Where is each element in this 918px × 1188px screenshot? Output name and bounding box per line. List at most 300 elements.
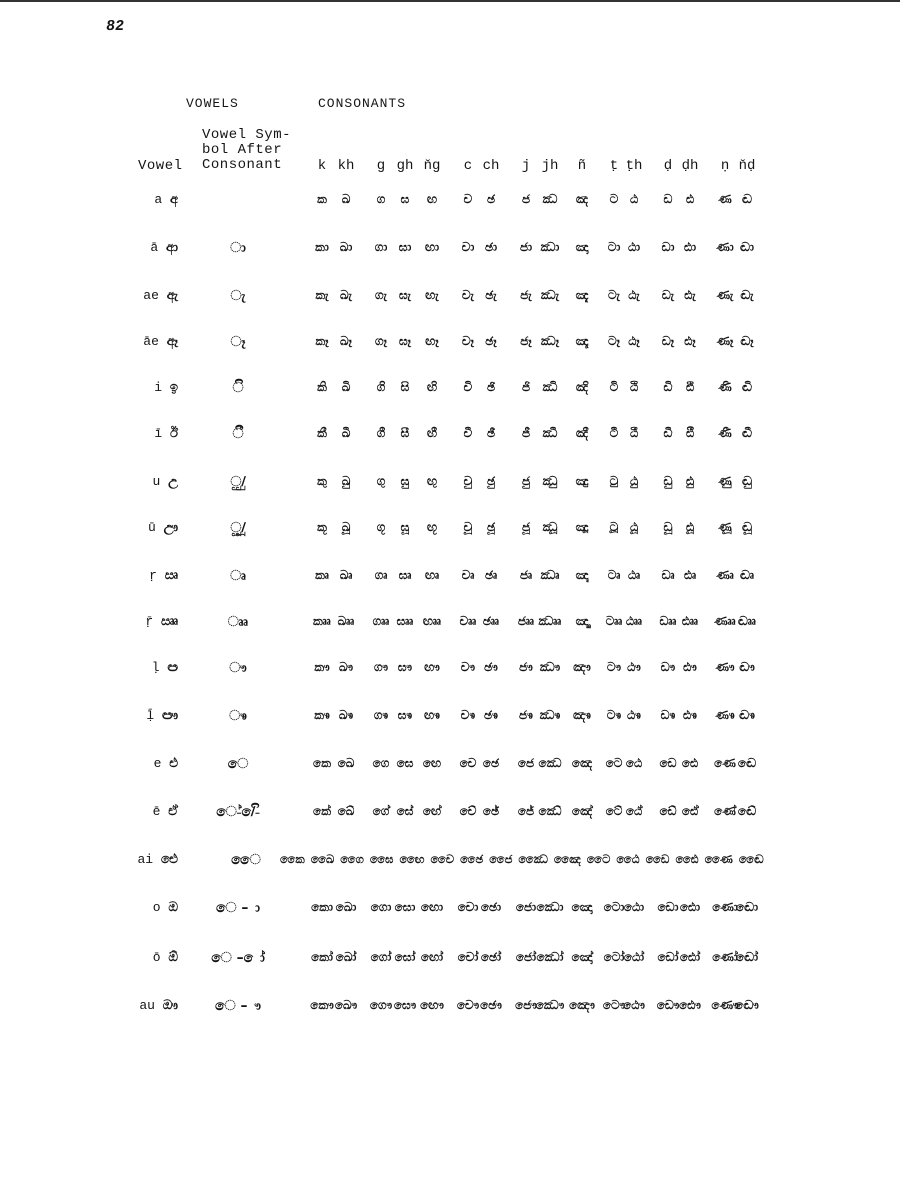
syllable-cell: ඤු [575,474,589,488]
syllable-cell: ටෛ [586,852,611,866]
syllable-cell: ඟැ [425,288,439,302]
syllable-cell: ඩෑ [661,334,675,348]
syllable-cell: ඨෲ [625,614,643,628]
vowel-glyph: ඍ [164,568,178,583]
syllable-cell: ටෙ [605,756,623,770]
table-row [0,660,918,686]
syllable-cell: ඛූ [341,520,351,534]
syllable-cell: ඣූ [542,520,558,534]
syllable-cell: ඣු [542,474,558,488]
syllable-cell: ඣො [536,900,564,914]
syllable-cell: කෳ [314,708,330,722]
vowel-latin: o [152,900,161,915]
syllable-cell: ටි [609,380,619,394]
syllable-cell: ඨි [629,380,639,394]
syllable-cell: ඬෘ [740,568,754,582]
syllable-cell: ඝූ [400,520,410,534]
syllable-cell: ණෞ [711,998,739,1012]
consonant-header-7: j [521,158,531,174]
syllable-cell: ගැ [375,288,387,302]
consonant-header-12: ḍ [663,158,673,174]
syllable-cell: ගී [376,426,386,440]
syllable-cell: චි [463,380,473,394]
syllable-cell: ඝ [400,192,410,206]
consonant-header-11: ṭh [625,158,643,174]
syllable-cell: ණෟ [715,660,735,674]
syllable-cell: චෳ [460,708,476,722]
page-number: 82 [104,18,126,35]
syllable-cell: ජෘ [519,568,533,582]
syllable-cell: ඨා [627,240,641,254]
consonant-header-10: ṭ [609,158,619,174]
syllable-cell: ඣි [542,380,558,394]
syllable-cell: ඡෙ [482,756,500,770]
syllable-cell: ඣේ [538,804,562,818]
syllable-cell: චේ [459,804,477,818]
syllable-cell: ඟො [420,900,444,914]
syllable-cell: ජො [515,900,537,914]
syllable-cell: ඨ [629,192,639,206]
syllable-cell: ඝො [394,900,416,914]
syllable-cell: ඬී [742,426,752,440]
syllable-cell: ජෲ [517,614,535,628]
vowel-latin: ḷ [151,660,160,675]
syllable-cell: ඬ [742,192,752,206]
syllable-cell: ඟ [426,192,438,206]
syllable-cell: ගා [374,240,388,254]
syllable-cell: ඨෳ [627,708,641,722]
syllable-cell: චෲ [459,614,477,628]
syllable-cell: ඣෲ [538,614,562,628]
syllable-cell: ටී [609,426,619,440]
syllable-cell: ග [376,192,386,206]
syllable-cell: ඟි [426,380,438,394]
syllable-cell: ඝැ [399,288,411,302]
vowel-latin: ī [154,426,163,441]
syllable-cell: ඤෳ [573,708,591,722]
syllable-cell: ණි [718,380,732,394]
syllable-cell: ඤේ [571,804,593,818]
table-row [0,950,918,976]
syllable-cell: ඪි [685,380,695,394]
table-row [0,900,918,926]
syllable-cell: ණෲ [714,614,736,628]
vowel-cell [150,240,178,255]
vowel-glyph: ඒ [168,804,178,819]
syllable-cell: ට [609,192,619,206]
vowel-cell [148,520,178,535]
syllable-cell: ඡෑ [485,334,497,348]
syllable-cell: ඡා [484,240,498,254]
syllable-cell: ණෛ [704,852,733,866]
syllable-cell: ඩු [663,474,673,488]
syllable-cell: ඬෝ [735,950,759,964]
syllable-cell: ඩො [657,900,679,914]
syllable-cell: ඪෟ [683,660,697,674]
vowel-cell [154,192,178,207]
syllable-cell: ඟෝ [420,950,444,964]
syllable-cell: ගෘ [374,568,388,582]
syllable-cell: ඛෲ [337,614,355,628]
syllable-cell: ඟෟ [424,660,440,674]
syllable-cell: ඨැ [628,288,640,302]
vowel-glyph: ඏ [167,660,178,675]
syllable-cell: ඪූ [685,520,695,534]
vowel-symbol: ෲ [227,614,249,630]
syllable-cell: ටා [607,240,621,254]
syllable-cell: ඩෞ [656,998,680,1012]
syllable-cell: ඤ [575,192,589,206]
syllable-cell: ටේ [605,804,623,818]
syllable-cell: ටෲ [605,614,623,628]
syllable-cell: ගු [376,474,386,488]
syllable-cell: ගෲ [372,614,390,628]
syllable-cell: ඩා [661,240,675,254]
syllable-cell: ඩෳ [660,708,676,722]
syllable-cell: කි [317,380,327,394]
vowel-glyph: ඈ [166,334,178,349]
syllable-cell: ච [463,192,473,206]
syllable-cell: ඟෛ [399,852,425,866]
syllable-cell: චෑ [462,334,474,348]
vowel-symbol: ෘ [230,568,246,584]
syllable-cell: ඟූ [426,520,438,534]
syllable-cell: ඟෳ [424,708,440,722]
syllable-cell: ඤෑ [575,334,589,348]
syllable-cell: ඝෳ [397,708,413,722]
syllable-cell: ඡෳ [484,708,498,722]
syllable-cell: ඬෑ [740,334,754,348]
syllable-cell: ඡෲ [482,614,500,628]
table-row [0,614,918,640]
vowel-column-heading: Vowel [138,158,183,174]
table-row [0,288,918,314]
vowel-cell [137,852,178,867]
syllable-cell: ඣෛ [518,852,548,866]
vowel-symbol: ෙ – ෟ [215,998,261,1014]
syllable-cell: ඪෲ [681,614,699,628]
vowel-glyph: උ [168,474,178,489]
syllable-cell: කෙ [313,756,331,770]
syllable-cell: ගෳ [373,708,389,722]
syllable-cell: ඪො [679,900,701,914]
syllable-cell: ඬූ [742,520,752,534]
syllable-cell: ගෞ [369,998,393,1012]
table-row [0,474,918,500]
syllable-cell: ඛී [341,426,351,440]
syllable-cell: ණෑ [716,334,734,348]
syllable-cell: චී [463,426,473,440]
page-top-rule [0,0,900,2]
vowel-glyph: අ [169,192,178,207]
syllable-cell: ගෟ [373,660,389,674]
syllable-cell: ණෝ [712,950,738,964]
vowel-symbol: ි [232,380,244,396]
syllable-cell: ඛෟ [338,660,354,674]
syllable-cell: ඤෝ [571,950,593,964]
syllable-cell: ටූ [609,520,619,534]
syllable-cell: ජෛ [489,852,513,866]
syllable-cell: ගේ [372,804,390,818]
vowel-cell [154,380,178,395]
vowel-cell [146,708,178,723]
syllable-cell: ඨෟ [627,660,641,674]
vowel-symbol: ෳ [229,708,247,724]
syllable-cell: ගූ [376,520,386,534]
syllable-cell: ඤී [575,426,589,440]
vowel-latin: a [154,192,163,207]
syllable-cell: ඬු [742,474,752,488]
syllable-cell: ඣෟ [539,660,561,674]
syllable-cell: ඡෞ [480,998,502,1012]
syllable-cell: කා [315,240,329,254]
syllable-cell: ඬෲ [737,614,757,628]
syllable-cell: ජෳ [519,708,533,722]
syllable-cell: ණූ [718,520,732,534]
syllable-cell: ගෛ [340,852,364,866]
consonant-header-15: n̆ḍ [738,158,756,174]
vowel-symbol: ෙ – ෝ [211,950,265,966]
syllable-cell: ඨෛ [616,852,640,866]
syllable-cell: ණෳ [715,708,735,722]
table-row [0,998,918,1024]
syllable-cell: ඬෟ [739,660,755,674]
vowel-symbol: ූ/ූ [230,520,246,536]
syllable-cell: ණා [716,240,734,254]
syllable-cell: ටැ [608,288,620,302]
syllable-cell: ගෑ [375,334,387,348]
syllable-cell: චෛ [430,852,455,866]
syllable-cell: ඛෑ [340,334,352,348]
vowel-glyph: ඔ [168,900,178,915]
syllable-cell: ජා [519,240,533,254]
syllable-cell: කෲ [313,614,331,628]
syllable-cell: ඩෲ [659,614,677,628]
vowel-cell [154,426,178,441]
syllable-cell: කී [317,426,327,440]
consonant-header-13: ḍh [681,158,699,174]
syllable-cell: ඝෛ [369,852,394,866]
vowel-cell [143,334,178,349]
consonants-heading: CONSONANTS [318,96,407,111]
vowel-symbol: ී [232,426,244,442]
syllable-cell: ටෟ [606,660,622,674]
syllable-cell: ජෝ [515,950,537,964]
syllable-cell: ඛේ [337,804,355,818]
syllable-cell: චො [457,900,479,914]
syllable-cell: ඝා [398,240,412,254]
vowel-symbol: ෛ [231,852,261,868]
vowel-glyph: ඕ [168,950,178,965]
table-row [0,380,918,406]
syllable-cell: ඨී [629,426,639,440]
consonant-header-0: k [317,158,327,174]
syllable-cell: ඡේ [482,804,500,818]
vowel-cell [145,614,178,629]
consonant-header-1: kh [337,158,355,174]
syllable-cell: ඛු [341,474,351,488]
syllable-cell: ඡු [486,474,496,488]
syllable-cell: ඤෘ [575,568,589,582]
syllable-cell: ඛ [341,192,351,206]
syllable-cell: ඝෝ [394,950,416,964]
syllable-cell: ගි [376,380,386,394]
vowel-latin: au [139,998,155,1013]
syllable-cell: ඤෟ [573,660,591,674]
syllable-cell: ඩ [663,192,673,206]
syllable-cell: චා [461,240,475,254]
syllable-cell: කෘ [315,568,329,582]
vowel-cell [154,756,178,771]
syllable-cell: ඣෝ [536,950,564,964]
syllable-cell: කෛ [280,852,305,866]
syllable-cell: ණ [718,192,732,206]
syllable-cell: ඝී [400,426,410,440]
syllable-cell: ඝෘ [398,568,412,582]
syllable-cell: ඟෲ [422,614,442,628]
consonant-header-3: gh [396,158,414,174]
vowel-symbol: ෑ [230,334,246,350]
vowel-latin: ae [143,288,159,303]
syllable-cell: ඣා [540,240,560,254]
syllable-cell: ජෟ [519,660,533,674]
consonant-header-6: ch [482,158,500,174]
syllable-cell: ඬො [735,900,759,914]
vowel-glyph: ඌ [163,520,178,535]
consonant-header-5: c [463,158,473,174]
vowel-symbol: ැ [230,288,246,304]
syllable-cell: ටෞ [602,998,626,1012]
syllable-cell: ඪැ [684,288,696,302]
syllable-cell: ඤූ [575,520,589,534]
syllable-cell: ඨෑ [628,334,640,348]
syllable-cell: ඩෙ [659,756,677,770]
syllable-cell: ඬා [740,240,754,254]
syllable-cell: ඪු [685,474,695,488]
vowel-cell [143,288,178,303]
vowel-glyph: ඖ [162,998,178,1013]
syllable-cell: ඝු [400,474,410,488]
syllable-cell: ඨු [629,474,639,488]
syllable-cell: ඝි [400,380,410,394]
syllable-cell: කෟ [314,660,330,674]
syllable-cell: චු [463,474,473,488]
syllable-cell: ණේ [714,804,736,818]
syllable-cell: කූ [317,520,327,534]
syllable-cell: ඪා [683,240,697,254]
syllable-cell: ඟී [426,426,438,440]
table-row [0,426,918,452]
syllable-cell: ඛෝ [335,950,357,964]
vowel-cell [152,474,178,489]
vowel-glyph: ඎ [160,614,178,629]
vowel-latin: ū [147,520,156,535]
syllable-cell: ඛෘ [339,568,353,582]
syllable-cell: ඤැ [575,288,589,302]
syllable-cell: ඛෙ [337,756,355,770]
syllable-cell: ඟෘ [424,568,440,582]
vowel-latin: e [153,756,162,771]
syllable-cell: ඬෞ [735,998,759,1012]
table-row [0,568,918,594]
syllable-cell: ඬි [742,380,752,394]
syllable-cell: ඨේ [625,804,643,818]
syllable-cell: ටො [603,900,625,914]
syllable-cell: ඪෳ [683,708,697,722]
syllable-cell: ඟු [426,474,438,488]
syllable-cell: ඛෛ [310,852,335,866]
syllable-cell: ඪේ [681,804,699,818]
syllable-cell: ඝෟ [397,660,413,674]
syllable-cell: ඨෘ [627,568,641,582]
syllable-cell: ජි [521,380,531,394]
syllable-cell: ණො [712,900,738,914]
vowel-symbol: ෟ [229,660,247,676]
syllable-cell: ඤෛ [553,852,581,866]
syllable-cell: ඛැ [340,288,352,302]
vowel-latin: ai [137,852,154,867]
table-row [0,334,918,360]
syllable-cell: ඝෑ [399,334,411,348]
syllable-cell: ඬෳ [739,708,755,722]
syllable-cell: ඩූ [663,520,673,534]
syllable-cell: ඡෟ [484,660,498,674]
vowel-glyph: ආ [166,240,178,255]
syllable-cell: ඡෘ [484,568,498,582]
syllable-cell: ජෞ [515,998,537,1012]
table-row [0,240,918,266]
syllable-cell: ඛා [339,240,353,254]
syllable-cell: ඬේ [737,804,757,818]
syllable-cell: ඡී [486,426,496,440]
vowel-glyph: ඐ [161,708,178,723]
syllable-cell: ඪෝ [679,950,701,964]
vowel-latin: ē [152,804,161,819]
vowel-symbol: ෙ [227,756,249,772]
syllable-cell: ඣෘ [540,568,560,582]
table-row [0,708,918,734]
syllable-cell: ඡැ [485,288,497,302]
vowel-cell [149,568,178,583]
vowel-glyph: ඇ [166,288,178,303]
syllable-cell: ජූ [521,520,531,534]
syllable-cell: ජෑ [520,334,532,348]
syllable-cell: ඬැ [740,288,754,302]
syllable-cell: ණු [718,474,732,488]
syllable-cell: කෑ [315,334,329,348]
syllable-cell: ඩෟ [660,660,676,674]
syllable-cell: ඤෲ [575,614,589,628]
syllable-cell: ඝෙ [396,756,414,770]
vowel-latin: ḹ [146,708,155,723]
syllable-cell: ඡෝ [480,950,502,964]
syllable-cell: ටු [609,474,619,488]
syllable-run [280,852,764,867]
vowel-symbol: ා [230,240,246,256]
consonant-header-14: ṇ [720,158,730,174]
syllable-cell: කේ [313,804,331,818]
syllable-cell: ඣෙ [538,756,562,770]
syllable-cell: ඟෙ [422,756,442,770]
table-row [0,756,918,782]
syllable-cell: ඩෘ [661,568,675,582]
syllable-cell: ඡ [486,192,496,206]
syllable-cell: ඤෞ [569,998,595,1012]
syllable-cell: ඩී [663,426,673,440]
syllable-cell: ඨෞ [623,998,645,1012]
vowel-glyph: ඉ [169,380,178,395]
syllable-cell: ගො [370,900,392,914]
